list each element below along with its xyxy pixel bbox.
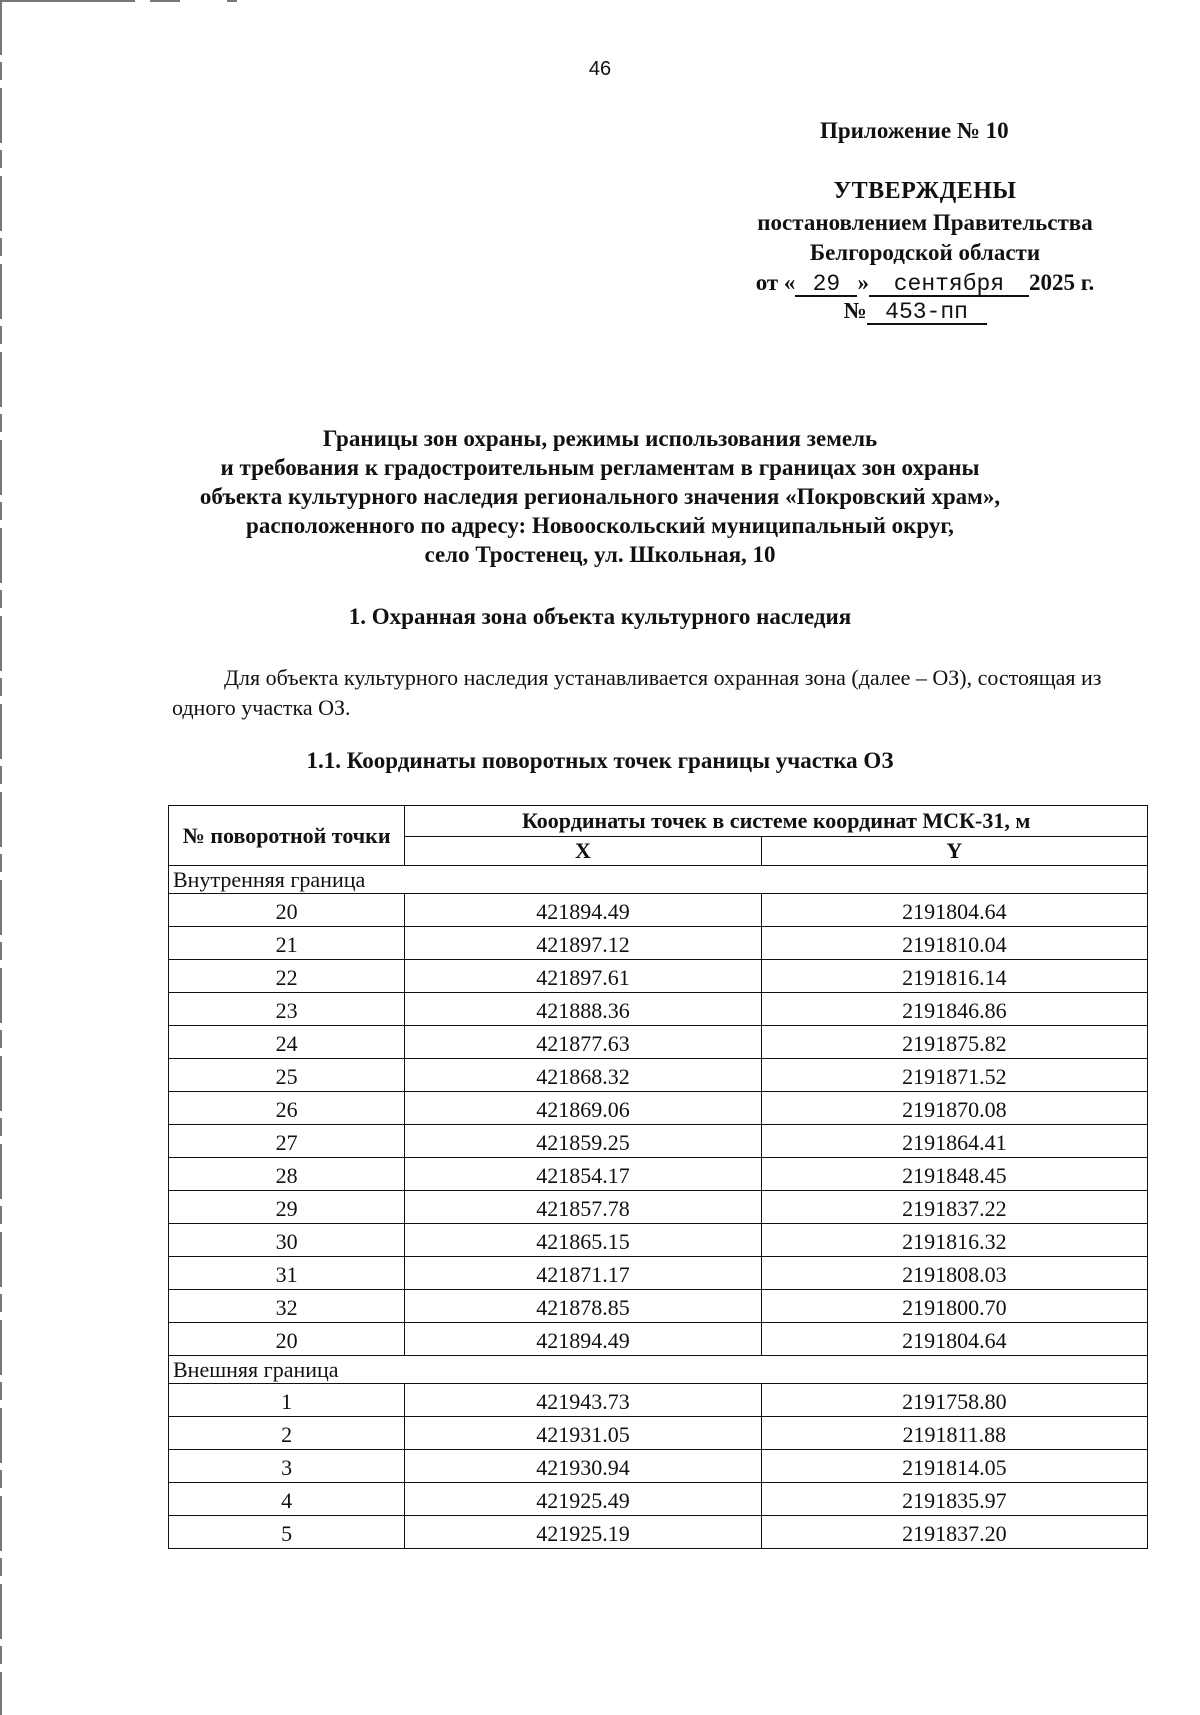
cell-y: 2191758.80	[761, 1384, 1147, 1417]
scan-edge-artifact	[0, 0, 135, 2]
cell-x: 421854.17	[405, 1158, 761, 1191]
cell-y: 2191846.86	[761, 993, 1147, 1026]
cell-point: 24	[169, 1026, 405, 1059]
date-year: 2025 г.	[1028, 270, 1095, 295]
table-row	[169, 1323, 1148, 1356]
group-label: Внешняя граница	[169, 1356, 1148, 1384]
table-row	[169, 1450, 1148, 1483]
section-heading: 1. Охранная зона объекта культурного наследия	[348, 604, 852, 629]
cell-y: 2191835.97	[761, 1483, 1147, 1516]
cell-point: 5	[169, 1516, 405, 1549]
cell-x: 421925.19	[405, 1516, 761, 1549]
header-x: X	[405, 837, 761, 866]
cell-point: 31	[169, 1257, 405, 1290]
cell-point: 3	[169, 1450, 405, 1483]
cell-x: 421868.32	[405, 1059, 761, 1092]
cell-x: 421888.36	[405, 993, 761, 1026]
scan-edge-artifact	[227, 0, 237, 2]
title-line: Границы зон охраны, режимы использования земель	[322, 426, 878, 451]
cell-x: 421931.05	[405, 1417, 761, 1450]
paragraph-text: Для объекта культурного наследия устанавливается охранная зона (далее – ОЗ), состоящая из одного участка ОЗ.	[172, 665, 1102, 720]
table-row	[169, 1158, 1148, 1191]
table-body	[169, 866, 1148, 1549]
document-title	[0, 424, 1200, 569]
table-row	[169, 993, 1148, 1026]
table-row	[169, 1384, 1148, 1417]
cell-point: 20	[169, 894, 405, 927]
cell-x: 421877.63	[405, 1026, 761, 1059]
cell-point: 32	[169, 1290, 405, 1323]
approval-date	[690, 270, 1160, 297]
date-day-field: 29	[795, 273, 857, 297]
cell-y: 2191837.20	[761, 1516, 1147, 1549]
group-row	[169, 1356, 1148, 1384]
approval-line: Белгородской области	[809, 240, 1041, 265]
cell-point: 27	[169, 1125, 405, 1158]
cell-y: 2191816.32	[761, 1224, 1147, 1257]
cell-x: 421859.25	[405, 1125, 761, 1158]
cell-x: 421925.49	[405, 1483, 761, 1516]
cell-x: 421897.61	[405, 960, 761, 993]
cell-point: 28	[169, 1158, 405, 1191]
table-row	[169, 1290, 1148, 1323]
cell-point: 26	[169, 1092, 405, 1125]
cell-x: 421869.06	[405, 1092, 761, 1125]
approval-title: УТВЕРЖДЕНЫ	[833, 178, 1017, 204]
cell-point: 25	[169, 1059, 405, 1092]
cell-y: 2191804.64	[761, 1323, 1147, 1356]
table-row	[169, 1516, 1148, 1549]
table-row	[169, 1483, 1148, 1516]
cell-x: 421878.85	[405, 1290, 761, 1323]
cell-x: 421894.49	[405, 894, 761, 927]
cell-point: 29	[169, 1191, 405, 1224]
subsection-heading: 1.1. Координаты поворотных точек границы участка ОЗ	[306, 748, 894, 773]
cell-y: 2191864.41	[761, 1125, 1147, 1158]
title-line: село Тростенец, ул. Школьная, 10	[424, 542, 776, 567]
cell-y: 2191804.64	[761, 894, 1147, 927]
table-row	[169, 1092, 1148, 1125]
table-row	[169, 1417, 1148, 1450]
header-y: Y	[761, 837, 1147, 866]
cell-point: 30	[169, 1224, 405, 1257]
page-number: 46	[588, 58, 612, 80]
table-row	[169, 1125, 1148, 1158]
cell-x: 421894.49	[405, 1323, 761, 1356]
header-coordinates: Координаты точек в системе координат МСК-31, м	[405, 806, 1148, 837]
cell-point: 22	[169, 960, 405, 993]
cell-y: 2191875.82	[761, 1026, 1147, 1059]
cell-x: 421897.12	[405, 927, 761, 960]
cell-y: 2191837.22	[761, 1191, 1147, 1224]
cell-x: 421857.78	[405, 1191, 761, 1224]
cell-y: 2191808.03	[761, 1257, 1147, 1290]
cell-y: 2191810.04	[761, 927, 1147, 960]
title-line: объекта культурного наследия регионального значения «Покровский храм»,	[199, 484, 1001, 509]
table-row	[169, 1224, 1148, 1257]
cell-point: 21	[169, 927, 405, 960]
cell-point: 20	[169, 1323, 405, 1356]
coordinates-table	[168, 805, 1148, 1549]
date-month-field: сентября	[869, 273, 1029, 297]
title-line: и требования к градостроительным регламентам в границах зон охраны	[220, 455, 980, 480]
table-row	[169, 1059, 1148, 1092]
section-paragraph	[172, 663, 1142, 723]
cell-y: 2191871.52	[761, 1059, 1147, 1092]
approval-line: постановлением Правительства	[757, 210, 1093, 235]
cell-y: 2191811.88	[761, 1417, 1147, 1450]
scan-edge-artifact	[150, 0, 180, 2]
appendix-label: Приложение № 10	[820, 118, 1009, 143]
cell-point: 2	[169, 1417, 405, 1450]
cell-x: 421930.94	[405, 1450, 761, 1483]
cell-y: 2191848.45	[761, 1158, 1147, 1191]
cell-x: 421865.15	[405, 1224, 761, 1257]
cell-y: 2191870.08	[761, 1092, 1147, 1125]
approval-number	[690, 298, 1160, 325]
number-prefix: №	[843, 298, 867, 323]
table-row	[169, 960, 1148, 993]
scan-edge-artifact	[0, 0, 2, 1715]
table-row	[169, 1257, 1148, 1290]
date-prefix: от «	[755, 270, 796, 295]
date-mid: »	[857, 270, 869, 295]
document-number-field: 453-пп	[867, 301, 987, 325]
cell-x: 421871.17	[405, 1257, 761, 1290]
group-row	[169, 866, 1148, 894]
table-row	[169, 1026, 1148, 1059]
cell-y: 2191814.05	[761, 1450, 1147, 1483]
cell-point: 4	[169, 1483, 405, 1516]
table-row	[169, 894, 1148, 927]
table-row	[169, 927, 1148, 960]
table-row	[169, 1191, 1148, 1224]
cell-point: 23	[169, 993, 405, 1026]
cell-point: 1	[169, 1384, 405, 1417]
group-label: Внутренняя граница	[169, 866, 1148, 894]
title-line: расположенного по адресу: Новооскольский муниципальный округ,	[246, 513, 954, 538]
cell-y: 2191800.70	[761, 1290, 1147, 1323]
cell-y: 2191816.14	[761, 960, 1147, 993]
header-point-number: № поворотной точки	[169, 806, 405, 866]
cell-x: 421943.73	[405, 1384, 761, 1417]
